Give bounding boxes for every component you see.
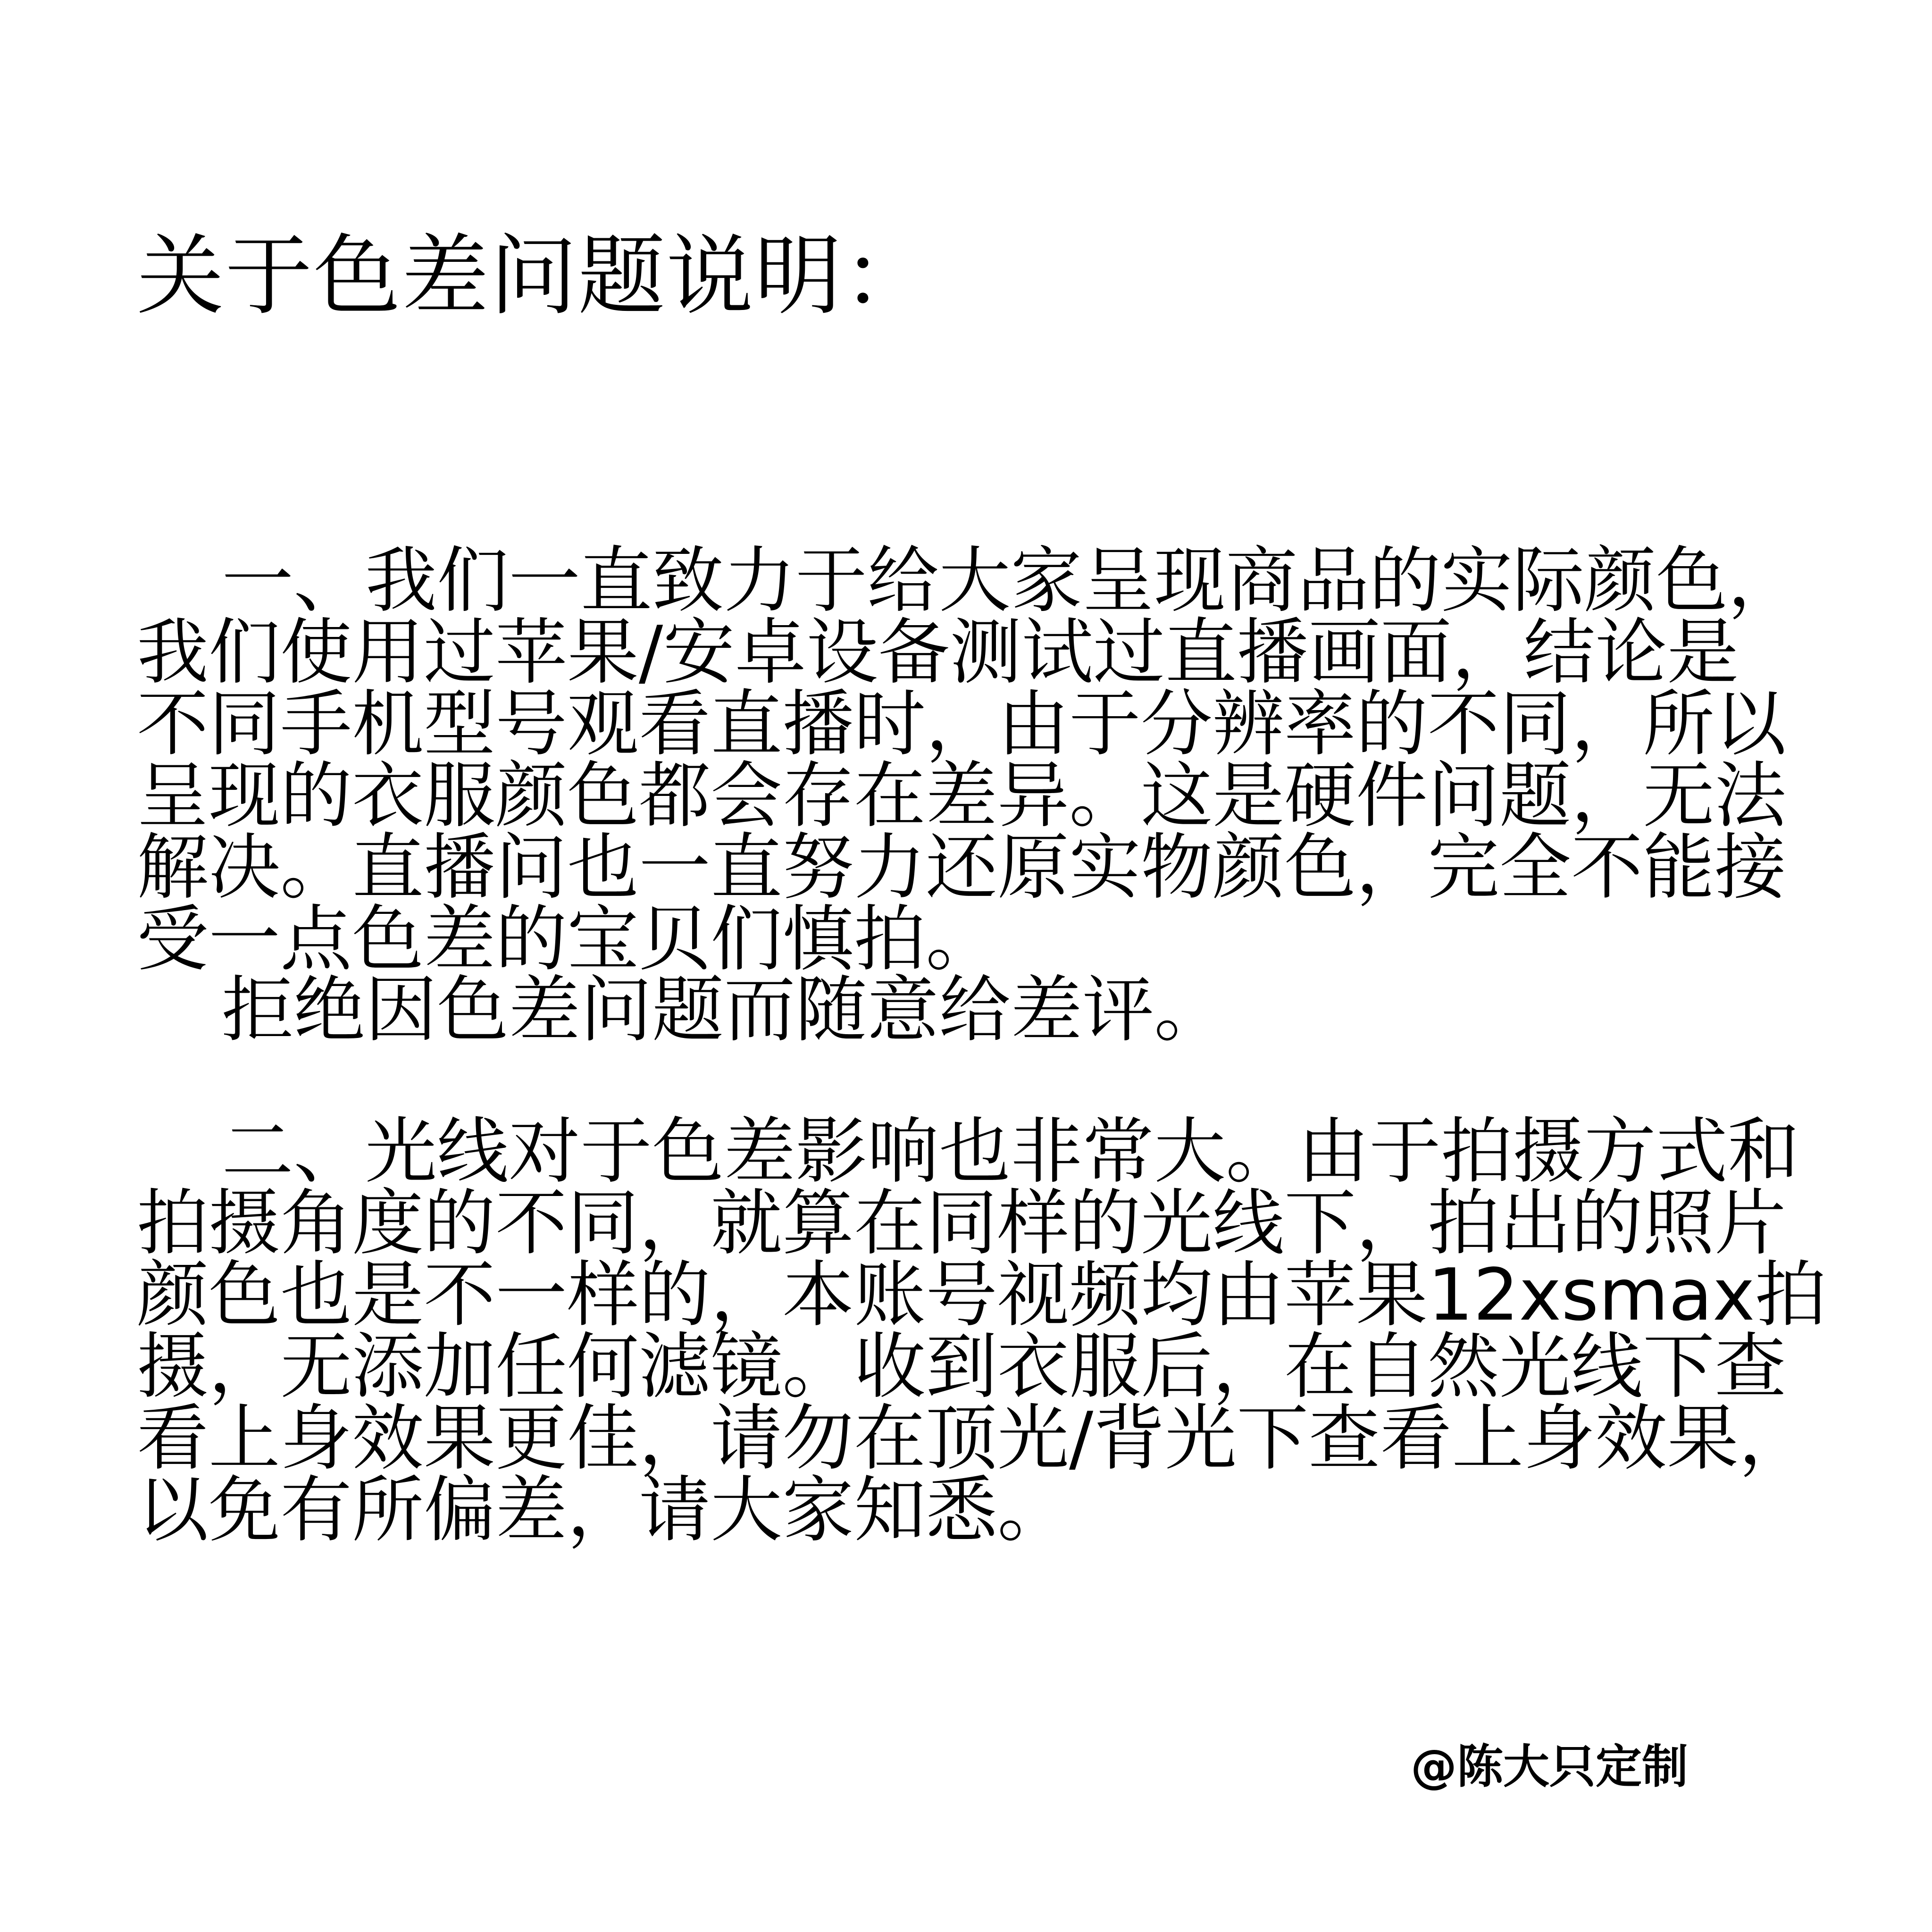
text-line: 解决。直播问也一直努力还原实物颜色，完全不能接 [137,826,1786,909]
text-line: 摄，无添加任何滤镜。收到衣服后，在自然光线下查 [137,1325,1786,1408]
section-one-paragraph [137,539,1799,981]
text-line: 我们使用过苹果/安卓设备测试过直播画面，结论是 [137,611,1739,694]
text-line: 看上身效果更佳，请勿在顶光/背光下查看上身效果， [137,1397,1811,1480]
text-line: 拍摄角度的不同，就算在同样的光线下，拍出的照片 [137,1181,1786,1265]
page-title: 关于色差问题说明： [137,225,931,327]
text-line: 二、光线对于色差影响也非常大。由于拍摄方式和 [222,1110,1799,1193]
text-line: 颜色也是不一样的，本账号视频均由苹果12xsmax拍 [137,1253,1827,1337]
text-line: 受一点色差的宝贝们慎拍。 [137,897,997,981]
shop-watermark: @陈大只定制 [1411,1740,1689,1794]
text-line: 一、我们一直致力于给大家呈现商品的实际颜色， [222,539,1799,622]
text-line: 以免有所偏差，请大家知悉。 [137,1468,1069,1552]
section-two-paragraph [137,1110,1827,1552]
text-line: 拒绝因色差问题而随意给差评。 [222,968,1226,1052]
section-one-note [137,968,1798,1052]
text-line: 不同手机型号观看直播时，由于分辨率的不同，所以 [137,682,1786,766]
text-line: 呈现的衣服颜色都会存在差异。这是硬件问题，无法 [137,754,1786,837]
